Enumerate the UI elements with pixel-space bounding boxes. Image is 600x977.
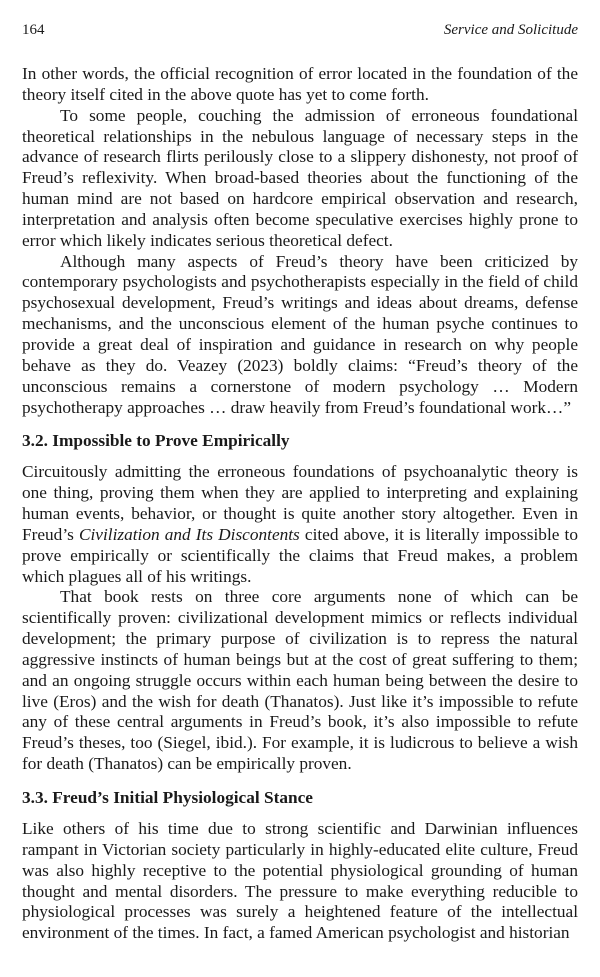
paragraph: That book rests on three core arguments none of which can be scientifically proven: civilizational development mimics or reflects individual development; the primary purpose of civilization is to repress the natural aggressive instincts of human beings but at the cost of great suffering to them; and an ongoing struggle occurs within each human being between the desire to live (Eros) and the wish for death (Thanatos). Just like it’s impossible to refute any of these central arguments in Freud’s book, it’s also impossible to refute Freud’s theses, too (Siegel, ibid.). For example, it is ludicrous to believe a wish for death (Thanatos) can be empirically proven. [22,587,578,774]
paragraph-text: Circuitously admitting the erroneous foundations of psychoanalytic theory is one thing, proving them when they are applied to interpreting and explaining human events, behavior, or thought is quite another story altogether. Even in Freud’s [22,462,578,544]
book-title: Civilization and Its Discontents [78,524,300,544]
paragraph: In other words, the official recognition of error located in the foundation of the theory itself cited in the above quote has yet to come forth. [22,64,578,104]
paragraph: Although many aspects of Freud’s theory have been criticized by contemporary psychologists and psychotherapists especially in the field of child psychosexual development, Freud’s writings and ideas about dreams, defense mechanisms, and the unconscious element of the human psyche continues to provide a great deal of inspiration and guidance in research on why people behave as they do. Veazey (2023) boldly claims: “Freud’s theory of the unconscious remains a cornerstone of modern psychology … Modern psychotherapy approaches … draw heavily from Freud’s foundational work…” [22,251,578,417]
section-heading-3-3: 3.3. Freud’s Initial Physiological Stance [22,788,313,807]
paragraph-text: cited above, it is literally impossible to prove empirically or scientifically the claims that Freud makes, a problem which plagues all of his writings. [22,524,578,586]
paragraph: To some people, couching the admission of erroneous foundational theoretical relationships in the nebulous language of necessary steps in the advance of research flirts perilously close to a slippery dishonesty, not proof of Freud’s reflexivity. When broad-based theories about the functioning of the human mind are not based on hardcore empirical observation and research, interpretation and analysis often become speculative exercises highly prone to error which likely indicates serious theoretical defect. [22,105,578,250]
page-number: 164 [22,22,45,38]
page-body [22,64,578,944]
section-heading-3-2: 3.2. Impossible to Prove Empirically [22,431,290,451]
page-header [22,22,578,42]
paragraph: Like others of his time due to strong scientific and Darwinian influences rampant in Victorian society particularly in highly-educated elite culture, Freud was also highly receptive to the potential physiological grounding of human thought and mental disorders. The pressure to make everything reducible to physiological processes was surely a heightened feature of the intellectual environment of the times. In fact, a famed American psychologist and historian [22,819,578,943]
paragraph [22,462,578,587]
running-title: Service and Solicitude [443,22,578,38]
